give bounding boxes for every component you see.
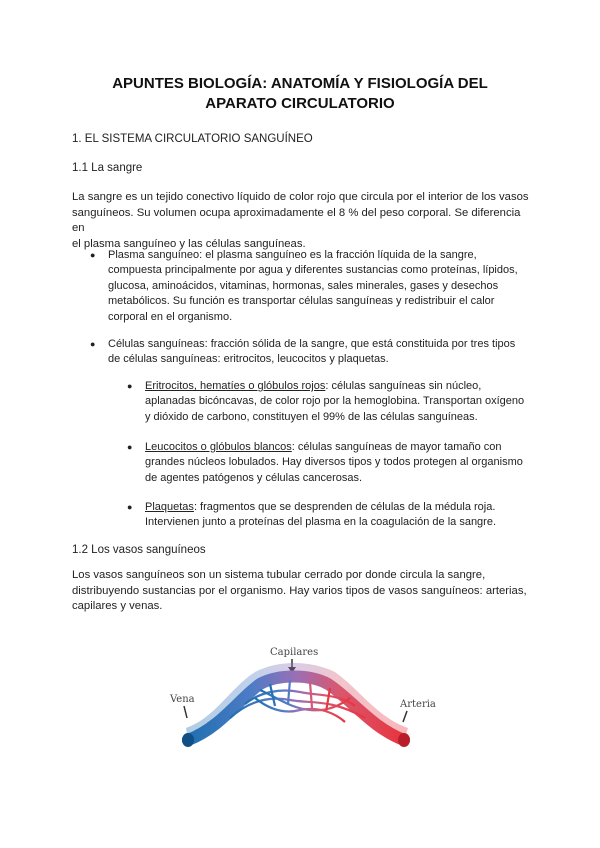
term-eritrocitos: Eritrocitos, hematíes o glóbulos rojos <box>145 380 326 392</box>
intro-paragraph <box>72 190 534 252</box>
text-line: glucosa, aminoácidos, vitaminas, hormonas, sales minerales, gases y desechos <box>108 279 499 292</box>
arrow-arteria <box>403 711 407 722</box>
bullet-plaquetas <box>127 500 540 531</box>
text-line: metabólicos. Su función es transportar células sanguíneas y redistribuir el calor <box>108 295 495 308</box>
text-line: Plasma sanguíneo: el plasma sanguíneo es la fracción líquida de la sangre, <box>108 249 477 261</box>
page-title <box>90 74 510 114</box>
bullet-dot: ● <box>90 250 96 260</box>
vasos-paragraph <box>72 568 534 615</box>
text-line: de agentes patógenos y células cancerosas. <box>145 471 363 484</box>
bullet-dot: ● <box>127 502 133 512</box>
text-line: Los vasos sanguíneos son un sistema tubular cerrado por donde circula la sangre, <box>72 569 486 581</box>
arteria-opening <box>398 733 410 747</box>
bullet-leucocitos <box>127 440 540 486</box>
blood-vessel-diagram <box>160 640 450 760</box>
subsection-heading-vasos: 1.2 Los vasos sanguíneos <box>72 544 206 556</box>
bullet-eritrocitos <box>127 379 540 425</box>
text-line: : fragmentos que se desprenden de células de la médula roja. <box>193 501 496 513</box>
label-arteria: Arteria <box>400 699 436 710</box>
bullet-plasma <box>90 248 540 325</box>
label-vena: Vena <box>170 694 195 705</box>
term-leucocitos: Leucocitos o glóbulos blancos <box>145 441 292 453</box>
bullet-dot: ● <box>127 381 133 391</box>
subsection-heading-sangre: 1.1 La sangre <box>72 162 143 174</box>
bullet-dot: ● <box>127 442 133 452</box>
text-line: el plasma sanguíneo y las células sanguíneas. <box>72 237 306 250</box>
vena-opening <box>182 733 194 747</box>
text-line: : células sanguíneas sin núcleo, <box>325 380 482 392</box>
text-line: : células sanguíneas de mayor tamaño con <box>291 441 502 453</box>
title-line-1: APUNTES BIOLOGÍA: ANATOMÍA Y FISIOLOGÍA DEL <box>112 75 488 92</box>
text-line: sanguíneos. Su volumen ocupa aproximadamente el 8 % del peso corporal. Se diferencia en <box>72 206 521 235</box>
text-line: compuesta principalmente por agua y diferentes sustancias como proteínas, lípidos, <box>108 264 518 277</box>
section-heading: 1. EL SISTEMA CIRCULATORIO SANGUÍNEO <box>72 133 313 145</box>
bullet-dot: ● <box>90 339 96 349</box>
text-line: La sangre es un tejido conectivo líquido de color rojo que circula por el interior de los vasos <box>72 191 529 203</box>
bullet-celulas <box>90 337 540 368</box>
text-line: capilares y venas. <box>72 600 163 613</box>
text-line: corporal en el organismo. <box>108 310 233 323</box>
text-line: Células sanguíneas: fracción sólida de la sangre, que está constituida por tres tipos <box>108 338 516 350</box>
text-line: grandes núcleos lobulados. Hay diversos tipos y todos protegen al organismo <box>145 456 523 469</box>
text-line: distribuyendo sustancias por el organismo. Hay varios tipos de vasos sanguíneos: arterias, <box>72 584 527 597</box>
term-plaquetas: Plaquetas <box>145 501 194 513</box>
text-line: aplanadas bicóncavas, de color rojo por la hemoglobina. Transportan oxígeno <box>145 395 525 408</box>
label-capilares: Capilares <box>270 647 319 658</box>
text-line: y dióxido de carbono, constituyen el 99% de las células sanguíneas. <box>145 410 478 423</box>
text-line: de células sanguíneas: eritrocitos, leucocitos y plaquetas. <box>108 353 389 366</box>
title-line-2: APARATO CIRCULATORIO <box>205 95 395 112</box>
arrow-vena <box>184 706 187 718</box>
text-line: Intervienen junto a proteínas del plasma en la coagulación de la sangre. <box>145 516 497 529</box>
